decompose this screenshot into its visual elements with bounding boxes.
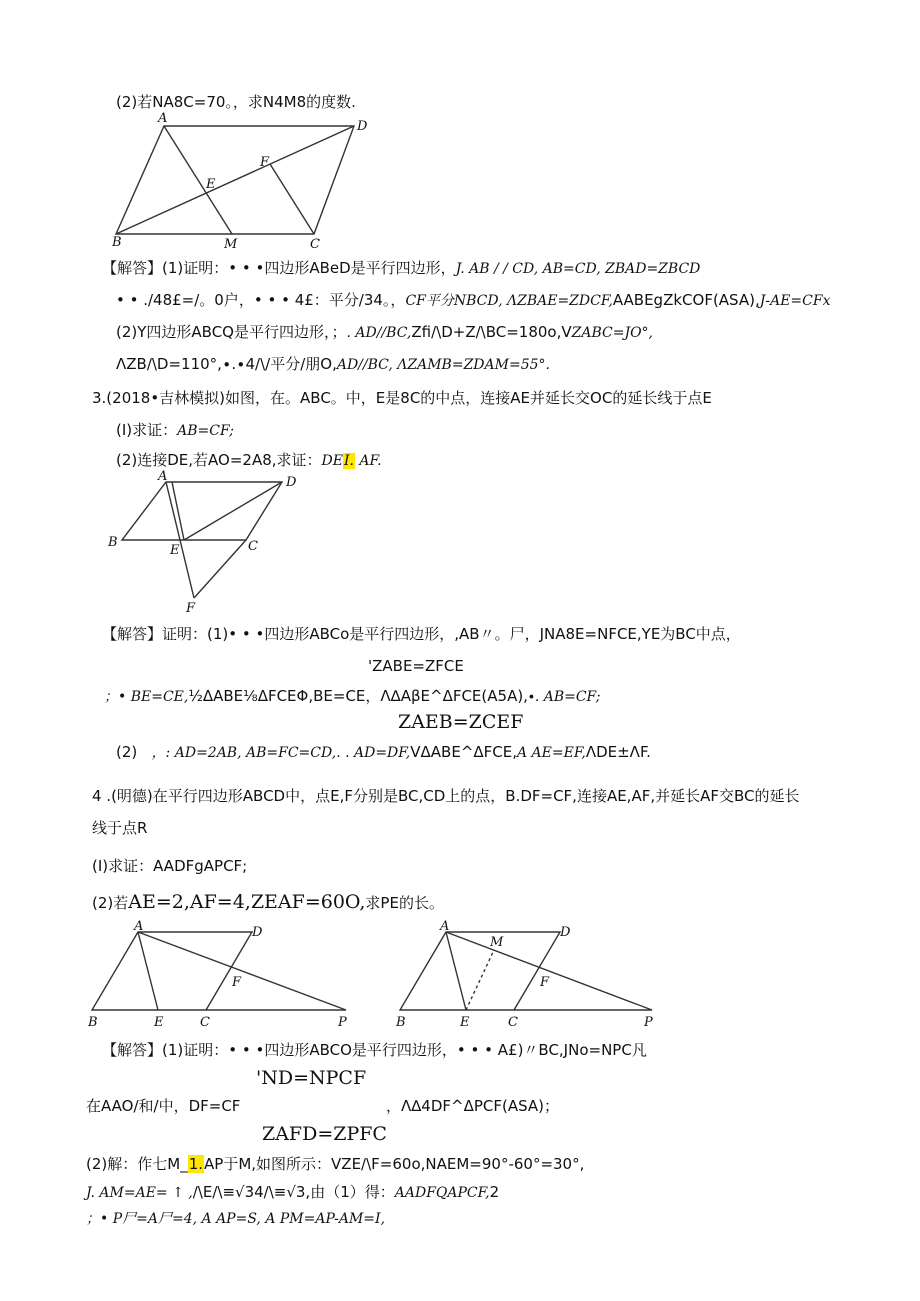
answer-text: ½ΔABE⅛ΔFCEΦ,BE=CE，Λ∆AβE^ΔFCE(A5A), bbox=[188, 687, 528, 705]
q1-italic: AB=CF; bbox=[177, 423, 234, 439]
answer-italic: ∙. AB=CF; bbox=[527, 689, 601, 705]
answer-line-2b bbox=[116, 354, 550, 375]
label-a: A bbox=[440, 919, 450, 934]
highlight-mark: I. bbox=[344, 453, 354, 469]
label-a: A bbox=[158, 469, 168, 484]
q2-text: (2)若NA8C=70。，求N4M8的度数. bbox=[116, 93, 356, 111]
p4-answer-line-2b bbox=[86, 1182, 499, 1203]
answer-text: AABEgZkCOF(ASA), bbox=[612, 291, 760, 309]
p3-answer-line-1 bbox=[102, 624, 741, 644]
label-m: M bbox=[490, 935, 504, 950]
label-p: P bbox=[644, 1015, 653, 1030]
q2-text: 求PE的长。 bbox=[365, 894, 444, 912]
label-m: M bbox=[224, 237, 238, 252]
answer-italic: . . AD=DF, bbox=[336, 745, 411, 761]
label-f: F bbox=[186, 601, 196, 616]
highlight-mark: 1. bbox=[188, 1155, 204, 1173]
label-e: E bbox=[206, 177, 216, 192]
answer-text: • • ./48£=/。0户，• • • 4£：平分/34。， bbox=[116, 291, 406, 309]
q2-italic: AF. bbox=[354, 453, 382, 469]
answer-italic: AD//BC, ΛZAMB=ZDAM=55°. bbox=[336, 357, 550, 373]
figure-parallelogram-abcd-1 bbox=[110, 110, 380, 250]
problem-3-title: 3.(2018•吉林模拟)如图，在。ABC。中，E是8C的中点，连接AE并延长交OC的延长线于点E bbox=[92, 389, 712, 407]
label-a: A bbox=[158, 111, 168, 126]
label-p: P bbox=[338, 1015, 347, 1030]
label-f: F bbox=[260, 155, 270, 170]
answer-line-2a bbox=[116, 322, 653, 343]
problem-3-q1 bbox=[116, 420, 234, 441]
answer-text: (2) bbox=[116, 743, 138, 761]
label-b: B bbox=[112, 235, 122, 250]
answer-tag: 【解答】 bbox=[102, 1041, 163, 1059]
label-d: D bbox=[357, 119, 368, 134]
label-e: E bbox=[460, 1015, 470, 1030]
q1-text: (I)求证： bbox=[116, 421, 178, 439]
answer-text: Zfi∕\D+Z∕\BC=180o,V bbox=[411, 323, 572, 341]
answer-italic: . AD//BC, bbox=[346, 325, 412, 341]
answer-italic: J. AM=AE= ↑ , bbox=[86, 1185, 193, 1201]
answer-italic: ；• P尸=A尸=4, A AP=S, A PM=AP-AM=I, bbox=[86, 1211, 386, 1227]
p4-answer-line-1e: ZAFD=ZPFC bbox=[262, 1123, 387, 1145]
answer-text: ΛDE±ΛF. bbox=[585, 743, 651, 761]
answer-italic: ，: AD=2AB, AB=FC=CD, bbox=[151, 745, 337, 761]
answer-tag: 【解答】 bbox=[102, 259, 163, 277]
q2-text: (2)连接DE,若AO=2A8,求证： bbox=[116, 451, 322, 469]
label-c: C bbox=[508, 1015, 518, 1030]
figure-problem-3 bbox=[106, 468, 306, 618]
answer-text: ΛZB∕\D=110°,∙.∙4∕\/平分/朋O, bbox=[116, 355, 337, 373]
figure-problem-4-right bbox=[394, 918, 674, 1033]
parallelogram-outline bbox=[122, 482, 282, 540]
answer-italic: CF平分NBCD, ΛZBAE=ZDCF, bbox=[405, 293, 613, 309]
parallelogram-outline bbox=[400, 932, 560, 1010]
label-c: C bbox=[200, 1015, 210, 1030]
p3-answer-line-1c bbox=[104, 686, 601, 707]
p4-answer-line-1 bbox=[102, 1040, 647, 1060]
label-f: F bbox=[540, 975, 550, 990]
parallelogram-outline bbox=[92, 932, 252, 1010]
answer-italic: ；• BE=CE, bbox=[104, 689, 189, 705]
p4-answer-line-2a bbox=[86, 1154, 584, 1174]
p4-answer-line-1b: 'ND=NPCF bbox=[256, 1067, 367, 1089]
p3-answer-line-1b: 'ZABE=ZFCE bbox=[368, 657, 464, 675]
answer-text: ∕\E∕\≡√34∕\≡√3,由（1）得： bbox=[192, 1183, 395, 1201]
answer-italic: ZABC=JO°, bbox=[571, 325, 653, 341]
answer-text: (1)证明：• • •四边形ABCO是平行四边形，• • • A£)〃BC,JNo=NPC凡 bbox=[162, 1041, 647, 1059]
label-f: F bbox=[232, 975, 242, 990]
answer-line-1a bbox=[102, 258, 700, 279]
problem-4-q2 bbox=[92, 892, 444, 913]
figure-problem-4-left bbox=[86, 918, 366, 1033]
answer-italic: A AE=EF, bbox=[517, 745, 586, 761]
answer-text: (1)证明：• • •四边形ABeD是平行四边形， bbox=[162, 259, 456, 277]
problem-4-title-2: 线于点R bbox=[92, 819, 148, 837]
label-d: D bbox=[286, 475, 297, 490]
q2-formula: AE=2,AF=4,ZEAF=60O, bbox=[128, 891, 366, 913]
answer-italic: J-AE=CFx bbox=[759, 293, 831, 309]
answer-italic: J. AB / / CD, AB=CD, ZBAD=ZBCD bbox=[455, 261, 701, 277]
label-e: E bbox=[170, 543, 180, 558]
answer-text: 2 bbox=[489, 1183, 500, 1201]
p4-answer-line-2c bbox=[86, 1208, 385, 1229]
problem-4-q1: (I)求证：AADFgAPCF; bbox=[92, 857, 248, 875]
p4-answer-line-1c: 在AAO/和/中，DF=CF bbox=[86, 1097, 241, 1115]
q2-text: (2)若 bbox=[92, 894, 129, 912]
answer-line-1b bbox=[116, 290, 830, 311]
q2-italic: DE bbox=[321, 453, 343, 469]
answer-tag: 【解答】 bbox=[102, 625, 163, 643]
label-d: D bbox=[252, 925, 263, 940]
label-d: D bbox=[560, 925, 571, 940]
answer-text: VΔABE^ΔFCE, bbox=[410, 743, 517, 761]
problem-4-title: 4 .(明德)在平行四边形ABCD中，点E,F分别是BC,CD上的点，B.DF=CF,连接AE,AF,并延长AF交BC的延长 bbox=[92, 787, 800, 805]
p3-answer-line-1d: ZAEB=ZCEF bbox=[398, 711, 524, 733]
label-b: B bbox=[108, 535, 118, 550]
answer-italic: AADFQAPCF, bbox=[394, 1185, 490, 1201]
p4-answer-line-1d: ，Λ∆4DF^ΔPCF(ASA)； bbox=[386, 1097, 560, 1115]
answer-text: (2)解：作七M_ bbox=[86, 1155, 188, 1173]
answer-text: (2)Y四边形ABCQ是平行四边形，； bbox=[116, 323, 347, 341]
answer-text: AP于M,如图所示：VZE∕\F=60o,NAEM=90°-60°=30°, bbox=[204, 1155, 585, 1173]
label-e: E bbox=[154, 1015, 164, 1030]
p3-answer-line-2 bbox=[116, 742, 651, 763]
label-a: A bbox=[134, 919, 144, 934]
label-c: C bbox=[248, 539, 258, 554]
answer-text: 证明：(1)• • •四边形ABCo是平行四边形，,AB〃。尸，JNA8E=NFCE,YE为BC中点， bbox=[162, 625, 741, 643]
label-b: B bbox=[396, 1015, 406, 1030]
label-c: C bbox=[310, 237, 320, 252]
label-b: B bbox=[88, 1015, 98, 1030]
